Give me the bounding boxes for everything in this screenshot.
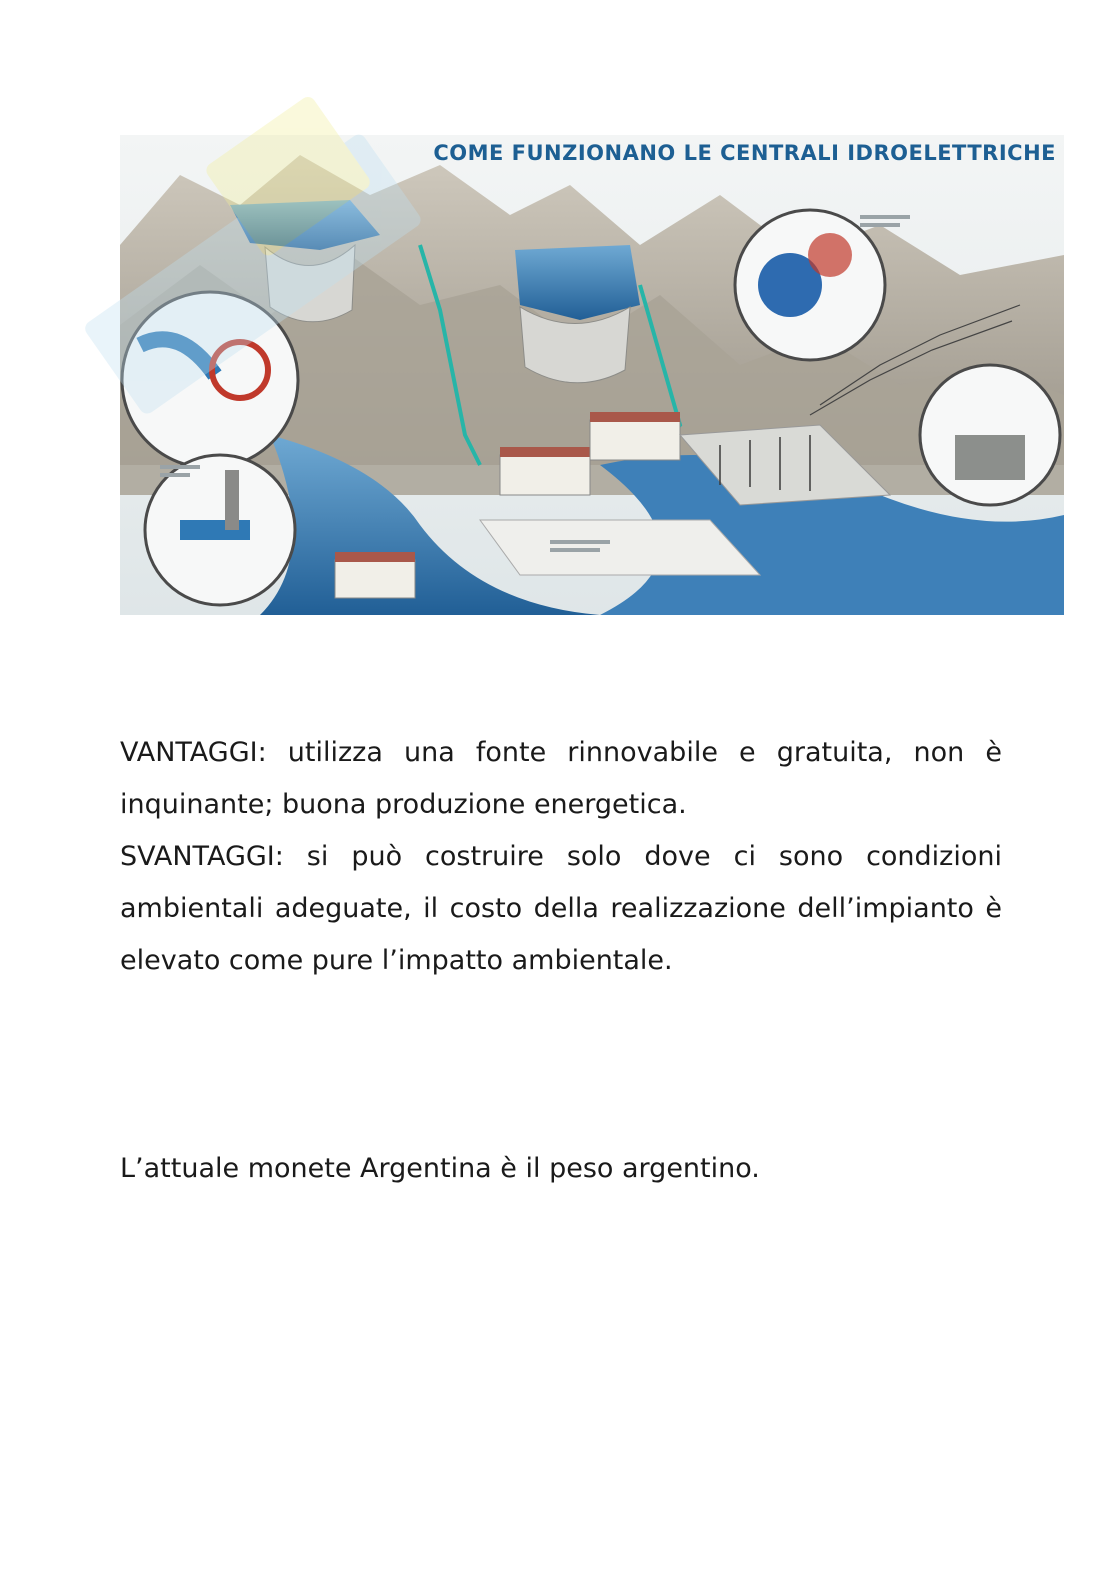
- hydroelectric-illustration: [120, 135, 1064, 615]
- disadvantages-paragraph: SVANTAGGI: si può costruire solo dove ci sono condizioni ambientali adeguate, il costo della realizzazione dell’impianto è elevato come pure l’impatto ambientale.: [120, 841, 1002, 976]
- illustration-title: COME FUNZIONANO LE CENTRALI IDROELETTRICHE: [433, 141, 1056, 165]
- currency-note: L’attuale monete Argentina è il peso argentino.: [120, 1153, 760, 1184]
- illustration-art: [120, 135, 1064, 615]
- advantages-paragraph: VANTAGGI: utilizza una fonte rinnovabile e gratuita, non è inquinante; buona produzione energetica.: [120, 737, 1002, 820]
- advantages-disadvantages: [120, 727, 1002, 987]
